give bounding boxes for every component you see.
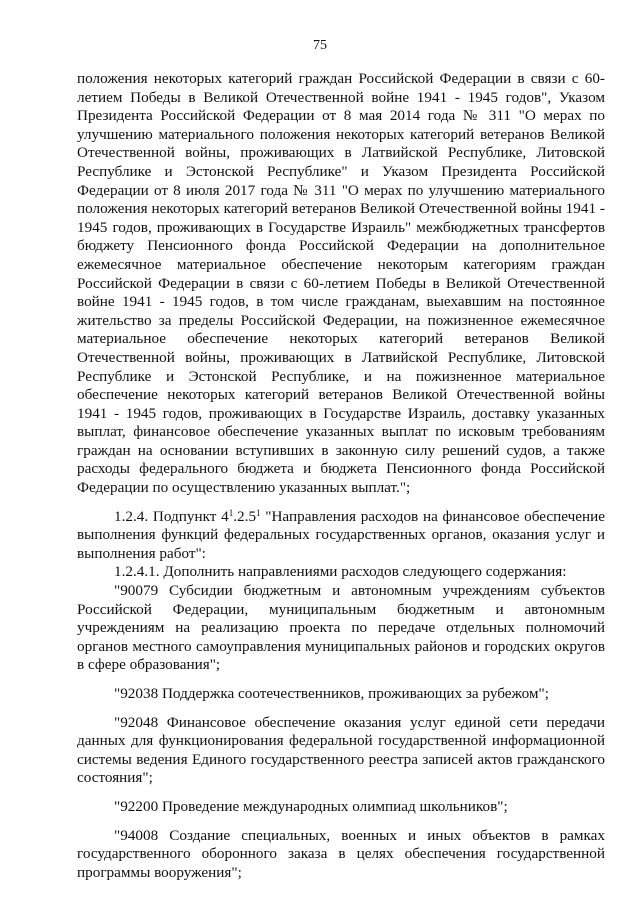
entry-92048: "92048 Финансовое обеспечение оказания услуг единой сети передачи данных для функционирования федеральной государственной информационной системы ведения Единого государственного реестра записей актов гражданского состояния";: [77, 713, 605, 787]
document-body: [77, 70, 605, 882]
subparagraph-1-2-4-suffix: "Направления расходов на финансовое обеспечение выполнения функций федеральных государственных органов, оказания услуг и выполнения работ":: [77, 507, 606, 562]
entry-92200: "92200 Проведение международных олимпиад школьников";: [114, 797, 508, 815]
subparagraph-1-2-4-1: 1.2.4.1. Дополнить направлениями расходов следующего содержания:: [114, 563, 567, 581]
subparagraph-1-2-4: [77, 508, 605, 564]
entry-94008: "94008 Создание специальных, военных и иных объектов в рамках государственного оборонного заказа в целях обеспечения государственной программы вооружения";: [77, 826, 605, 881]
subparagraph-1-2-4-middle: .2.5: [233, 507, 257, 525]
superscript-1: 1: [228, 507, 234, 518]
entry-92038: "92038 Поддержка соотечественников, проживающих за рубежом";: [114, 685, 549, 702]
entry-90079: "90079 Субсидии бюджетным и автономным учреждениям субъектов Российской Федерации, муниципальным бюджетным и автономным учреждениям на реализацию проекта по передаче отдельных полномочий органов местного самоуправления муниципальных районов и городских округов в сфере образования";: [77, 582, 605, 674]
superscript-2: 1: [256, 507, 261, 518]
intro-paragraph: положения некоторых категорий граждан Российской Федерации в связи с 60-летием Победы в Великой Отечественной войне 1941 - 1945 годов", Указом Президента Российской Федерации от 8 мая 2014 года № 311 "О мерах по улучшению материального положения некоторых категорий ветеранов Великой Отечественной войны, проживающих в Латвийской Республике, Литовской Республике и Эстонской Республике" и Указом Президента Российской Федерации от 8 июля 2017 года № 311 "О мерах по улучшению материального положения некоторых категорий ветеранов Великой Отечественной войны 1941 - 1945 годов, проживающих в Государстве Израиль" межбюджетных трансфертов бюджету Пенсионного фонда Российской Федерации на дополнительное ежемесячное материальное обеспечение некоторым категориям граждан Российской Федерации в связи с 60-летием Победы в Великой Отечественной войне 1941 - 1945 годов, в том числе гражданам, выехавшим на постоянное жительство за пределы Российской Федерации, на пожизненное ежемесячное материальное обеспечение некоторых категорий ветеранов Великой Отечественной войны, проживающих в Латвийской Республике, Литовской Республике и Эстонской Республике, и на пожизненное материальное обеспечение некоторых категорий ветеранов Великой Отечественной войны 1941 - 1945 годов, проживающих в Государстве Израиль, доставку указанных выплат, финансовое обеспечение указанных выплат по исковым требованиям граждан на основании вступивших в законную силу решений судов, а также расходы федерального бюджета и бюджета Пенсионного фонда Российской Федерации по осуществлению указанных выплат.";: [77, 70, 605, 497]
page-number: 75: [313, 38, 327, 53]
subparagraph-1-2-4-prefix: 1.2.4. Подпункт 4: [114, 507, 229, 525]
